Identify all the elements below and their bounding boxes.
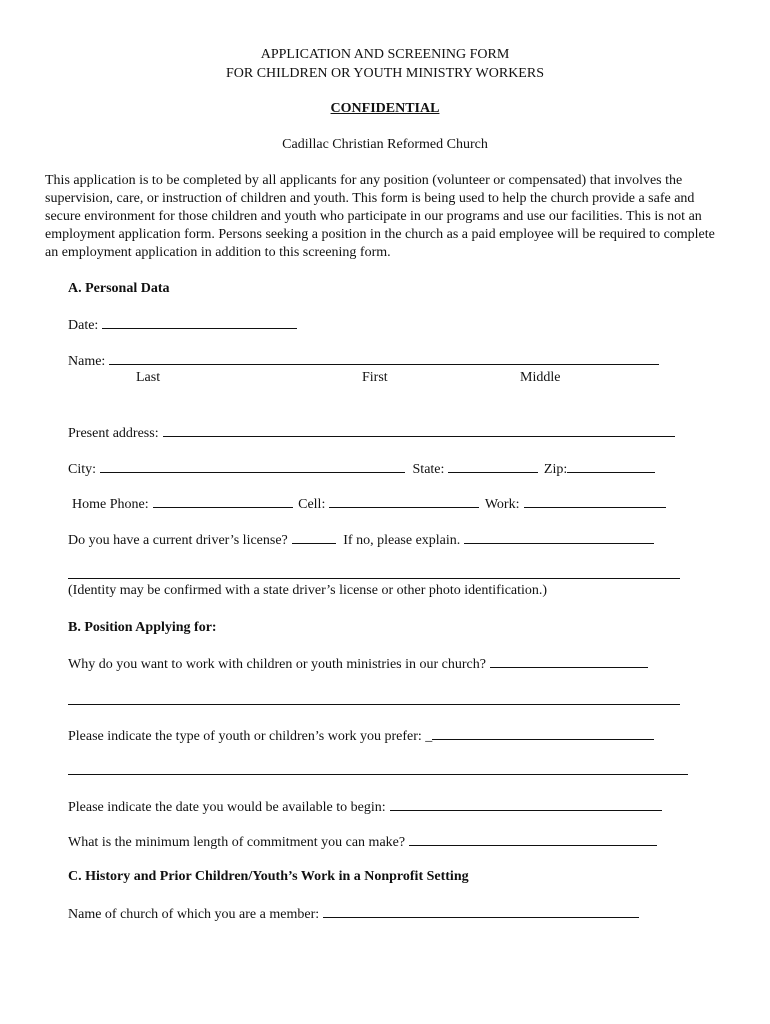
name-first-caption: First xyxy=(362,370,388,385)
church-member-field[interactable] xyxy=(323,904,639,918)
form-title-line1: APPLICATION AND SCREENING FORM xyxy=(260,47,510,62)
confidential-label: CONFIDENTIAL xyxy=(330,101,440,116)
date-available-field[interactable] xyxy=(390,797,662,811)
name-field[interactable] xyxy=(109,351,659,365)
date-label: Date: xyxy=(68,318,99,333)
phone-row xyxy=(72,494,666,513)
date-available-question: Please indicate the date you would be available to begin: xyxy=(68,800,386,815)
zip-label: Zip: xyxy=(543,462,568,477)
date-field[interactable] xyxy=(102,315,297,329)
why-field[interactable] xyxy=(490,654,648,668)
address-field[interactable] xyxy=(163,423,675,437)
church-name: Cadillac Christian Reformed Church xyxy=(282,137,488,152)
city-field[interactable] xyxy=(100,459,405,473)
type-field[interactable] xyxy=(432,726,654,740)
work-label: Work: xyxy=(484,497,520,512)
license-explain-field-2[interactable] xyxy=(68,578,680,579)
type-question: Please indicate the type of youth or children’s work you prefer: _ xyxy=(68,729,433,744)
home-phone-label: Home Phone: xyxy=(72,497,149,512)
commitment-field[interactable] xyxy=(409,832,657,846)
city-row xyxy=(68,459,655,478)
why-field-2[interactable] xyxy=(68,704,680,705)
church-member-question: Name of church of which you are a member: xyxy=(68,907,320,922)
cell-label: Cell: xyxy=(298,497,326,512)
section-c-heading: C. History and Prior Children/Youth’s Work in a Nonprofit Setting xyxy=(68,869,469,884)
work-phone-field[interactable] xyxy=(524,494,666,508)
license-explain-label: If no, please explain. xyxy=(343,533,461,548)
why-question: Why do you want to work with children or youth ministries in our church? xyxy=(68,657,486,672)
date-row xyxy=(68,315,297,334)
commitment-row xyxy=(68,832,657,851)
home-phone-field[interactable] xyxy=(153,494,293,508)
city-label: City: xyxy=(68,462,97,477)
church-member-row xyxy=(68,904,639,923)
commitment-question: What is the minimum length of commitment you can make? xyxy=(68,835,406,850)
name-middle-caption: Middle xyxy=(520,370,561,385)
address-label: Present address: xyxy=(68,426,159,441)
name-row xyxy=(68,351,659,370)
name-last-caption: Last xyxy=(136,370,161,385)
type-row xyxy=(68,726,654,745)
type-field-2[interactable] xyxy=(68,774,688,775)
state-label: State: xyxy=(412,462,445,477)
intro-paragraph: This application is to be completed by all applicants for any position (volunteer or compensated) that involves the supervision, care, or instruction of children and youth. This form is being used to help the church provide a safe and secure environment for those children and youth who participate in our programs and use our facilities. This is not an employment application form. Persons seeking a position in the church as a paid employee will be required to complete an employment application in addition to this screening form. xyxy=(45,173,715,260)
form-title-line2: FOR CHILDREN OR YOUTH MINISTRY WORKERS xyxy=(225,66,544,81)
license-row xyxy=(68,530,654,549)
license-answer-field[interactable] xyxy=(292,530,336,544)
state-field[interactable] xyxy=(448,459,538,473)
zip-field[interactable] xyxy=(567,459,655,473)
section-b-heading: B. Position Applying for: xyxy=(68,620,217,635)
why-row xyxy=(68,654,648,673)
section-a-heading: A. Personal Data xyxy=(68,281,170,296)
name-label: Name: xyxy=(68,354,106,369)
available-date-row xyxy=(68,797,662,816)
cell-phone-field[interactable] xyxy=(329,494,479,508)
address-row xyxy=(68,423,675,442)
license-question: Do you have a current driver’s license? xyxy=(68,533,288,548)
identity-note: (Identity may be confirmed with a state driver’s license or other photo identification.) xyxy=(68,583,548,598)
license-explain-field[interactable] xyxy=(464,530,654,544)
